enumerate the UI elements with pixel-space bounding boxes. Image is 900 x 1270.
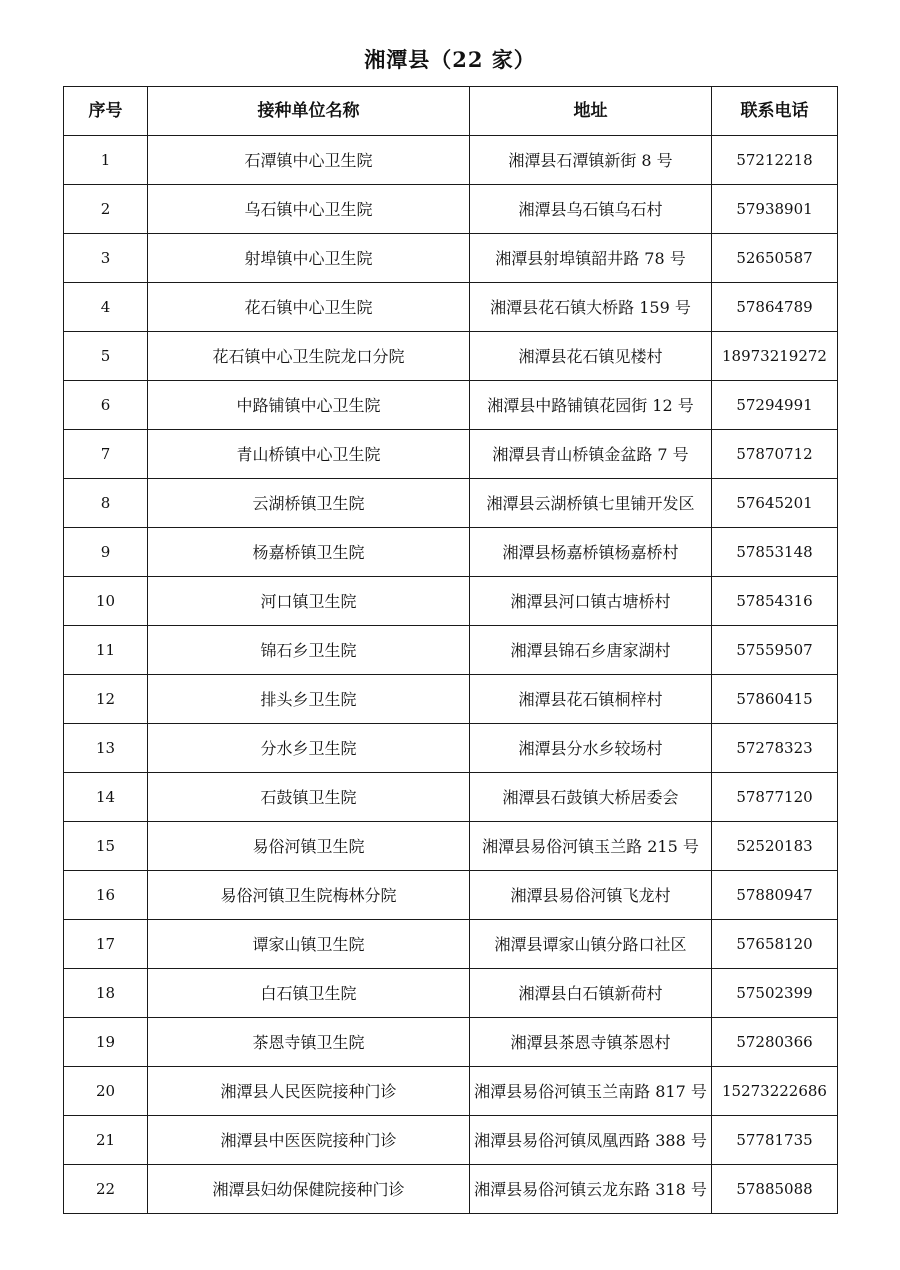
cell-phone: 57870712: [712, 430, 838, 479]
cell-phone: 15273222686: [712, 1067, 838, 1116]
cell-index: 8: [64, 479, 148, 528]
cell-phone: 57212218: [712, 136, 838, 185]
cell-index: 17: [64, 920, 148, 969]
cell-address: 湘潭县射埠镇韶井路 78 号: [470, 234, 712, 283]
cell-unit-name: 杨嘉桥镇卫生院: [148, 528, 470, 577]
cell-address: 湘潭县易俗河镇玉兰南路 817 号: [470, 1067, 712, 1116]
cell-address: 湘潭县花石镇见楼村: [470, 332, 712, 381]
cell-unit-name: 白石镇卫生院: [148, 969, 470, 1018]
cell-index: 9: [64, 528, 148, 577]
cell-phone: 57278323: [712, 724, 838, 773]
cell-index: 7: [64, 430, 148, 479]
table-row: [64, 430, 838, 479]
cell-index: 5: [64, 332, 148, 381]
cell-unit-name: 锦石乡卫生院: [148, 626, 470, 675]
cell-phone: 18973219272: [712, 332, 838, 381]
table-row: [64, 1067, 838, 1116]
table-row: [64, 283, 838, 332]
cell-index: 2: [64, 185, 148, 234]
table-row: [64, 626, 838, 675]
cell-phone: 57645201: [712, 479, 838, 528]
cell-index: 18: [64, 969, 148, 1018]
cell-unit-name: 中路铺镇中心卫生院: [148, 381, 470, 430]
cell-address: 湘潭县白石镇新荷村: [470, 969, 712, 1018]
cell-index: 10: [64, 577, 148, 626]
cell-address: 湘潭县石潭镇新街 8 号: [470, 136, 712, 185]
table-row: [64, 822, 838, 871]
cell-address: 湘潭县云湖桥镇七里铺开发区: [470, 479, 712, 528]
cell-unit-name: 湘潭县妇幼保健院接种门诊: [148, 1165, 470, 1214]
cell-index: 14: [64, 773, 148, 822]
cell-unit-name: 石鼓镇卫生院: [148, 773, 470, 822]
header-row: [64, 87, 838, 136]
cell-address: 湘潭县中路铺镇花园街 12 号: [470, 381, 712, 430]
vaccination-sites-table: [63, 86, 838, 1214]
cell-address: 湘潭县茶恩寺镇茶恩村: [470, 1018, 712, 1067]
table-row: [64, 773, 838, 822]
cell-unit-name: 茶恩寺镇卫生院: [148, 1018, 470, 1067]
cell-index: 1: [64, 136, 148, 185]
cell-phone: 57781735: [712, 1116, 838, 1165]
cell-unit-name: 石潭镇中心卫生院: [148, 136, 470, 185]
cell-phone: 57860415: [712, 675, 838, 724]
cell-index: 20: [64, 1067, 148, 1116]
table-row: [64, 871, 838, 920]
table-row: [64, 332, 838, 381]
cell-unit-name: 乌石镇中心卫生院: [148, 185, 470, 234]
cell-phone: 57938901: [712, 185, 838, 234]
cell-address: 湘潭县花石镇大桥路 159 号: [470, 283, 712, 332]
table-row: [64, 1165, 838, 1214]
cell-phone: 57877120: [712, 773, 838, 822]
cell-unit-name: 湘潭县中医医院接种门诊: [148, 1116, 470, 1165]
cell-index: 21: [64, 1116, 148, 1165]
cell-address: 湘潭县易俗河镇玉兰路 215 号: [470, 822, 712, 871]
cell-unit-name: 谭家山镇卫生院: [148, 920, 470, 969]
table-row: [64, 724, 838, 773]
table-row: [64, 234, 838, 283]
cell-address: 湘潭县石鼓镇大桥居委会: [470, 773, 712, 822]
cell-unit-name: 易俗河镇卫生院梅林分院: [148, 871, 470, 920]
cell-address: 湘潭县乌石镇乌石村: [470, 185, 712, 234]
table-row: [64, 675, 838, 724]
cell-unit-name: 易俗河镇卫生院: [148, 822, 470, 871]
table-row: [64, 381, 838, 430]
cell-index: 6: [64, 381, 148, 430]
cell-unit-name: 排头乡卫生院: [148, 675, 470, 724]
cell-phone: 57280366: [712, 1018, 838, 1067]
cell-unit-name: 湘潭县人民医院接种门诊: [148, 1067, 470, 1116]
cell-address: 湘潭县易俗河镇云龙东路 318 号: [470, 1165, 712, 1214]
table-row: [64, 577, 838, 626]
cell-phone: 57853148: [712, 528, 838, 577]
cell-address: 湘潭县杨嘉桥镇杨嘉桥村: [470, 528, 712, 577]
cell-phone: 52520183: [712, 822, 838, 871]
cell-unit-name: 花石镇中心卫生院: [148, 283, 470, 332]
cell-index: 3: [64, 234, 148, 283]
cell-address: 湘潭县分水乡较场村: [470, 724, 712, 773]
table-row: [64, 185, 838, 234]
cell-address: 湘潭县花石镇桐梓村: [470, 675, 712, 724]
cell-unit-name: 射埠镇中心卫生院: [148, 234, 470, 283]
table-row: [64, 920, 838, 969]
cell-phone: 57559507: [712, 626, 838, 675]
cell-address: 湘潭县锦石乡唐家湖村: [470, 626, 712, 675]
table-row: [64, 479, 838, 528]
header-index: 序号: [64, 87, 148, 136]
table-header: [64, 87, 838, 136]
cell-phone: 57880947: [712, 871, 838, 920]
table-body: [64, 136, 838, 1214]
cell-phone: 57658120: [712, 920, 838, 969]
header-address: 地址: [470, 87, 712, 136]
cell-phone: 57854316: [712, 577, 838, 626]
cell-address: 湘潭县谭家山镇分路口社区: [470, 920, 712, 969]
header-unit-name: 接种单位名称: [148, 87, 470, 136]
cell-phone: 52650587: [712, 234, 838, 283]
cell-index: 22: [64, 1165, 148, 1214]
cell-unit-name: 河口镇卫生院: [148, 577, 470, 626]
cell-index: 4: [64, 283, 148, 332]
cell-phone: 57885088: [712, 1165, 838, 1214]
table-row: [64, 528, 838, 577]
cell-unit-name: 青山桥镇中心卫生院: [148, 430, 470, 479]
cell-address: 湘潭县易俗河镇凤凰西路 388 号: [470, 1116, 712, 1165]
table-row: [64, 136, 838, 185]
table-row: [64, 1018, 838, 1067]
cell-unit-name: 花石镇中心卫生院龙口分院: [148, 332, 470, 381]
header-phone: 联系电话: [712, 87, 838, 136]
cell-address: 湘潭县河口镇古塘桥村: [470, 577, 712, 626]
cell-index: 11: [64, 626, 148, 675]
document-title: 湘潭县（22 家）: [364, 47, 536, 72]
table-row: [64, 969, 838, 1018]
cell-phone: 57502399: [712, 969, 838, 1018]
cell-phone: 57294991: [712, 381, 838, 430]
cell-address: 湘潭县青山桥镇金盆路 7 号: [470, 430, 712, 479]
cell-index: 15: [64, 822, 148, 871]
cell-address: 湘潭县易俗河镇飞龙村: [470, 871, 712, 920]
cell-phone: 57864789: [712, 283, 838, 332]
cell-unit-name: 云湖桥镇卫生院: [148, 479, 470, 528]
cell-unit-name: 分水乡卫生院: [148, 724, 470, 773]
cell-index: 13: [64, 724, 148, 773]
cell-index: 12: [64, 675, 148, 724]
cell-index: 19: [64, 1018, 148, 1067]
table-row: [64, 1116, 838, 1165]
cell-index: 16: [64, 871, 148, 920]
